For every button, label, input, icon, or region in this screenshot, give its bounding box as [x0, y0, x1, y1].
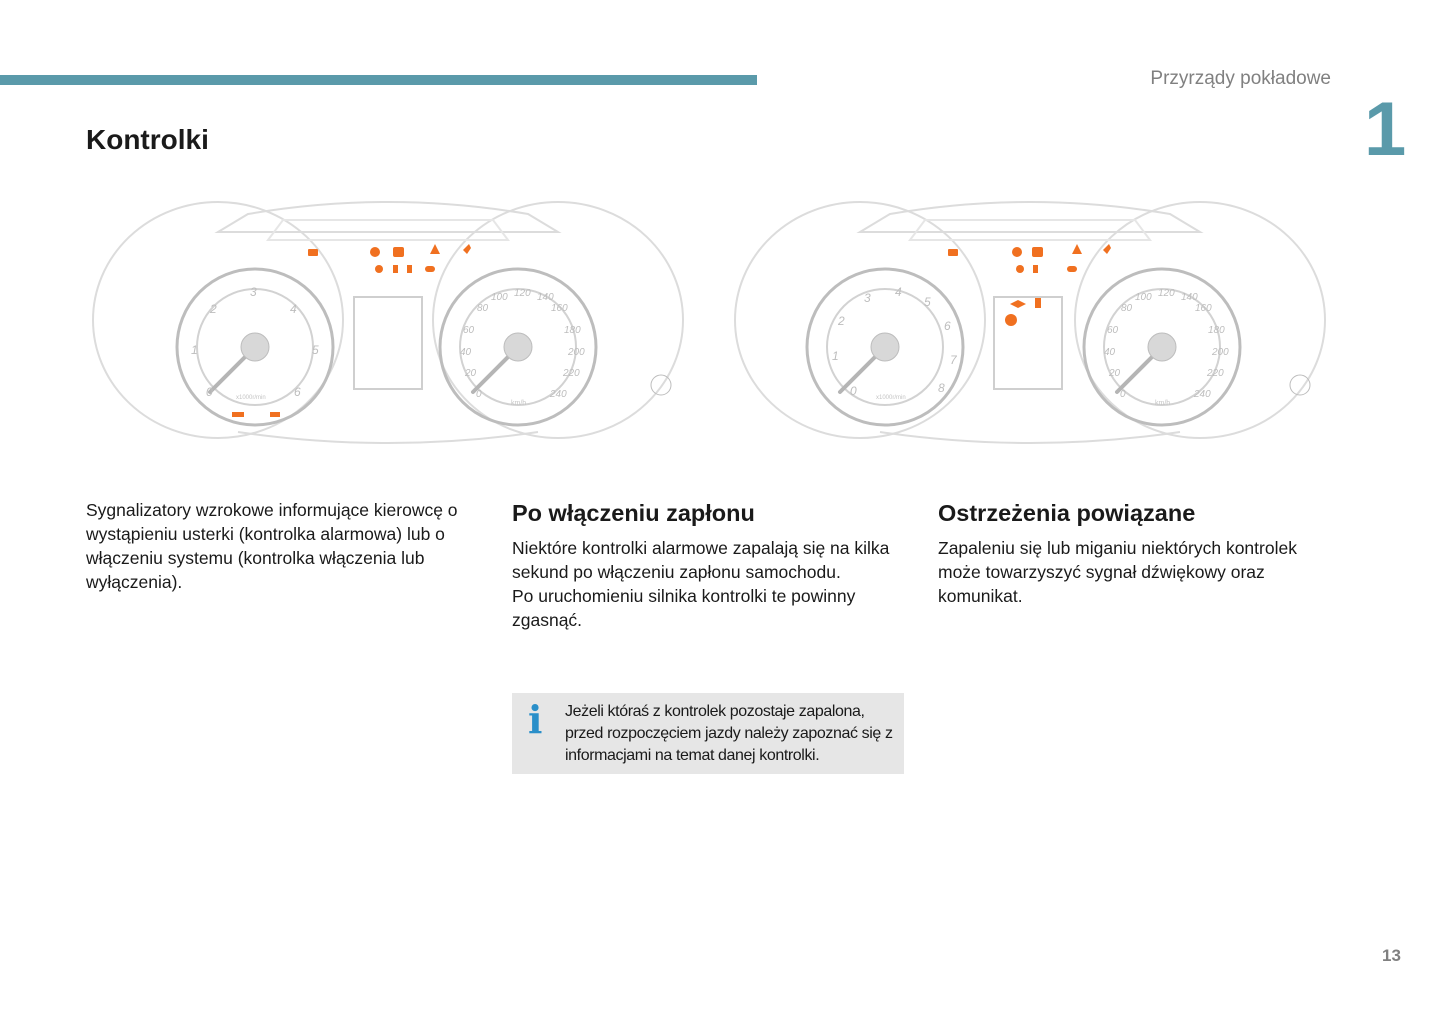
tacho-tick: 7 [950, 353, 957, 367]
speed-tick: 180 [564, 325, 581, 336]
speed-tick: 160 [1195, 303, 1212, 314]
speed-tick: 100 [491, 292, 508, 303]
related-warnings-heading: Ostrzeżenia powiązane [938, 500, 1196, 526]
ignition-text-1: Niektóre kontrolki alarmowe zapalają się na kilka sekund po włączeniu zapłonu samochodu. [512, 538, 890, 582]
speed-tick: 100 [1135, 292, 1152, 303]
speed-tick: 220 [563, 368, 580, 379]
speed-tick: 220 [1207, 368, 1224, 379]
tacho-tick: 0 [206, 385, 213, 399]
instrument-cluster-drawing [88, 192, 688, 452]
related-warnings-column [938, 498, 1338, 608]
tacho-tick: 5 [924, 295, 931, 309]
ignition-text-2: Po uruchomieniu silnika kontrolki te powinny zgasnąć. [512, 586, 856, 630]
speed-tick: 40 [1104, 347, 1116, 358]
speed-tick: 120 [1158, 288, 1175, 299]
speed-tick: 0 [476, 389, 482, 400]
speed-tick: 240 [550, 389, 567, 400]
chapter-number: 1 [1364, 87, 1407, 172]
page-title: Kontrolki [86, 124, 209, 155]
tacho-tick: 1 [832, 349, 839, 363]
info-icon: i [528, 697, 543, 742]
info-note-text: Jeżeli któraś z kontrolek pozostaje zapalona, przed rozpoczęciem jazdy należy zapoznać się z informacjami na temat danej kontrolki. [565, 703, 893, 764]
page-number: 13 [1382, 946, 1401, 965]
tacho-unit: x1000r/min [876, 395, 906, 401]
tacho-tick: 5 [312, 343, 319, 357]
speed-tick: 60 [1107, 325, 1119, 336]
chapter-title: Przyrządy pokładowe [1150, 68, 1331, 89]
tacho-tick: 2 [838, 314, 845, 328]
info-note [512, 693, 904, 774]
speed-tick: 20 [1109, 368, 1121, 379]
speed-tick: 80 [1121, 303, 1133, 314]
tacho-tick: 6 [944, 319, 951, 333]
tacho-tick: 3 [250, 285, 257, 299]
tacho-tick: 1 [191, 343, 198, 357]
related-warnings-text: Zapaleniu się lub miganiu niektórych kontrolek może towarzyszyć sygnał dźwiękowy oraz komunikat. [938, 538, 1297, 606]
speed-tick: 0 [1120, 389, 1126, 400]
tacho-unit: x1000r/min [236, 395, 266, 401]
tacho-tick: 0 [850, 384, 857, 398]
warning-lamps [948, 244, 1111, 326]
speed-tick: 80 [477, 303, 489, 314]
tacho-tick: 4 [290, 302, 297, 316]
intro-text: Sygnalizatory wzrokowe informujące kierowcę o wystąpieniu usterki (kontrolka alarmowa) lub o włączeniu systemu (kontrolka włączenia lub wyłączenia). [86, 500, 458, 592]
speed-tick: 240 [1194, 389, 1211, 400]
speed-tick: 140 [537, 292, 554, 303]
tacho-tick: 3 [864, 291, 871, 305]
speed-tick: 40 [460, 347, 472, 358]
speed-unit: km/h [511, 400, 527, 407]
speed-tick: 200 [1212, 347, 1229, 358]
speed-tick: 180 [1208, 325, 1225, 336]
speed-tick: 60 [463, 325, 475, 336]
ignition-column [512, 498, 912, 632]
tacho-tick: 8 [938, 381, 945, 395]
intro-column [86, 498, 481, 594]
speed-unit: km/h [1155, 400, 1171, 407]
tacho-tick: 4 [895, 285, 902, 299]
chapter-accent-bar [0, 75, 757, 85]
instrument-cluster-illustration-2 [730, 192, 1330, 452]
speed-tick: 160 [551, 303, 568, 314]
speed-tick: 200 [568, 347, 585, 358]
ignition-heading: Po włączeniu zapłonu [512, 500, 755, 526]
speed-tick: 20 [465, 368, 477, 379]
instrument-cluster-illustration-1 [88, 192, 688, 452]
tacho-tick: 2 [210, 302, 217, 316]
tacho-tick: 6 [294, 385, 301, 399]
instrument-cluster-drawing [730, 192, 1330, 452]
speed-tick: 140 [1181, 292, 1198, 303]
speed-tick: 120 [514, 288, 531, 299]
